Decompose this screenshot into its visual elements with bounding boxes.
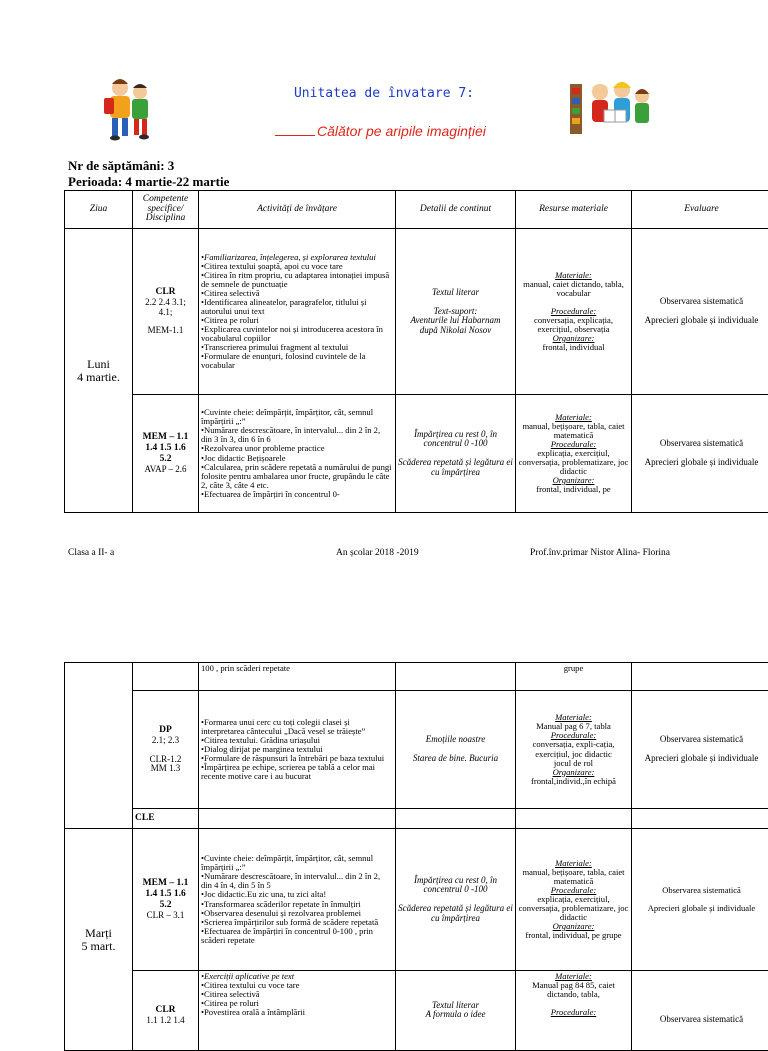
evaluation-cell: Observarea sistematică: [632, 971, 768, 1051]
evaluation-cell: Observarea sistematică Aprecieri globale și individuale: [632, 691, 768, 809]
activities-cell: [199, 229, 396, 395]
activity-item: • Joc didactic Bețișoarele: [201, 454, 393, 463]
evaluation-cell: Observarea sistematică Aprecieri globale și individuale: [632, 395, 768, 513]
competences-cell: MEM – 1.1 1.4 1.5 1.6 5.2 CLR – 3.1: [133, 829, 199, 971]
activities-cell: [199, 691, 396, 809]
content-cell: Textul literar Text-suport: Aventurile lui Habarnam după Nikolai Nosov: [396, 229, 516, 395]
materials-value: Manual pag 6 7, tabla: [518, 722, 629, 731]
footer-class: Clasa a II- a: [68, 548, 114, 558]
resources-cell: [516, 809, 632, 829]
competences-cell: [133, 663, 199, 691]
header-content: Detalii de continut: [396, 191, 516, 229]
evaluation-cell: [632, 809, 768, 829]
organization-value: frontal, individual, pe grupe: [518, 931, 629, 940]
activity-item: • Efectuarea de împărțiri în concentrul 0-100 , prin scăderi repetate: [201, 927, 393, 945]
plan-table-page-2: [64, 662, 768, 1051]
day-cell: [65, 663, 133, 829]
activity-item: • Numărare descrescătoare, în intervalul... din 2 în 2, din 3 în 3, din 6 în 6: [201, 426, 393, 444]
activity-item: • Numărare descrescătoare, în intervalul... din 2 în 2, din 4 în 4, din 5 în 5: [201, 872, 393, 890]
procedures-label: Procedurale:: [518, 440, 629, 449]
activity-item: • Formarea unui cerc cu toți colegii clasei și interpretarea cântecului „Dacă vesel se trăiește”: [201, 718, 393, 736]
activity-item: • Dialog dirijat pe marginea textului: [201, 745, 393, 754]
activity-item: • Citirea textului. Grădina uriașului: [201, 736, 393, 745]
activity-item: • Cuvinte cheie: deîmpărțit, împărțitor, cât, semnul împărțirii „:”: [201, 854, 393, 872]
activities-cell: [199, 971, 396, 1051]
materials-label: Materiale:: [518, 413, 629, 422]
header-activities: Activități de învățare: [199, 191, 396, 229]
activities-cell: [199, 395, 396, 513]
procedures-value: conversația, expli-cația, exercițiul, joc didactic jocul de rol: [518, 740, 629, 767]
unit-subtitle: Călător pe aripile imaginției: [275, 123, 486, 139]
procedures-value: explicația, exercițiul, conversația, problematizare, joc didactic: [518, 895, 629, 922]
table-row: [65, 829, 768, 971]
activity-item: • Transcrierea primului fragment al textului: [201, 343, 393, 352]
organization-value: frontal,individ.,în echipă: [518, 777, 629, 786]
weeks-count: Nr de săptămâni: 3: [68, 158, 174, 174]
day-cell: Luni 4 martie.: [65, 229, 133, 513]
procedures-label: Procedurale:: [518, 1008, 629, 1017]
procedures-label: Procedurale:: [518, 886, 629, 895]
materials-label: Materiale:: [518, 972, 629, 981]
activity-item: • Joc didactic.Eu zic una, tu zici alta!: [201, 890, 393, 899]
activity-item: • Citirea selectivă: [201, 289, 393, 298]
activity-item: • Explicarea cuvintelor noi și introducerea acestora în vocabularul copiilor: [201, 325, 393, 343]
activity-item: • Citirea textului șoaptă, apoi cu voce tare: [201, 262, 393, 271]
header-evaluation: Evaluare: [632, 191, 768, 229]
unit-title: Unitatea de învatare 7:: [0, 86, 768, 101]
resources-cell: [516, 229, 632, 395]
materials-value: manual, bețișoare, tabla, caiet matematică: [518, 868, 629, 886]
activity-item: • Exerciții aplicative pe text: [201, 972, 393, 981]
evaluation-cell: Observarea sistematică Aprecieri globale și individuale: [632, 829, 768, 971]
activity-item: • Transformarea scăderilor repetate în înmulțiri: [201, 900, 393, 909]
evaluation-cell: [632, 663, 768, 691]
activity-item: • Calcularea, prin scădere repetată a numărului de pungi folosite pentru ambalarea unor fructe, grupându le câte 2, câte 3, câte 4 etc.: [201, 463, 393, 490]
table-row: [65, 691, 768, 809]
resources-cell: [516, 395, 632, 513]
materials-label: Materiale:: [518, 859, 629, 868]
competences-cell: MEM – 1.1 1.4 1.5 1.6 5.2 AVAP – 2.6: [133, 395, 199, 513]
materials-value: Manual pag 84 85, caiet dictando, tabla,: [518, 981, 629, 999]
evaluation-cell: Observarea sistematică Aprecieri globale și individuale: [632, 229, 768, 395]
plan-table-page-1: [64, 190, 768, 513]
activity-item: • Citirea în ritm propriu, cu adaptarea intonației impusă de semnele de punctuație: [201, 271, 393, 289]
activity-item: • Cuvinte cheie: deîmpărțit, împărțitor, cât, semnul împărțirii „:”: [201, 408, 393, 426]
table-row: [65, 229, 768, 395]
table-row: [65, 971, 768, 1051]
materials-label: Materiale:: [518, 271, 629, 280]
activity-item: • Citirea selectivă: [201, 990, 393, 999]
competences-cell: DP 2.1; 2.3 CLR-1.2 MM 1.3: [133, 691, 199, 809]
procedures-value: conversația, explicația, exercițiul, observația: [518, 316, 629, 334]
competences-cell: CLR 2.2 2.4 3.1; 4.1; MEM-1.1: [133, 229, 199, 395]
table-row-continuation: [65, 663, 768, 691]
content-cell: Împărțirea cu rest 0, în concentrul 0 -100 Scăderea repetată și legătura ei cu împărțirea: [396, 829, 516, 971]
activity-item: • Rezolvarea unor probleme practice: [201, 444, 393, 453]
activities-cell: 100 , prin scăderi repetate: [199, 663, 396, 691]
materials-label: Materiale:: [518, 713, 629, 722]
content-cell: Împărțirea cu rest 0, în concentrul 0 -100 Scăderea repetată și legătura ei cu împărțirea: [396, 395, 516, 513]
resources-cell: [516, 971, 632, 1051]
organization-label: Organizare:: [518, 476, 629, 485]
footer-teacher: Prof.înv.primar Nistor Alina- Florina: [530, 548, 670, 558]
procedures-value: explicația, exercițiul, conversația, problematizare, joc didactic: [518, 449, 629, 476]
activity-item: • Împărțirea pe echipe, scrierea pe tablă a celor mai recente motive care i au bucurat: [201, 763, 393, 781]
footer-school-year: An școlar 2018 -2019: [336, 548, 419, 558]
activity-item: • Observarea desenului și rezolvarea problemei: [201, 909, 393, 918]
table-row: [65, 395, 768, 513]
activity-item: • Identificarea alineatelor, paragrafelor, titlului și autorului unui text: [201, 298, 393, 316]
organization-label: Organizare:: [518, 334, 629, 343]
activities-cell: [199, 829, 396, 971]
activity-item: • Formulare de răspunsuri la întrebări pe baza textului: [201, 754, 393, 763]
activity-item: • Scrierea împărțirilor sub formă de scădere repetată: [201, 918, 393, 927]
resources-cell: grupe: [516, 663, 632, 691]
resources-cell: [516, 829, 632, 971]
procedures-label: Procedurale:: [518, 307, 629, 316]
resources-cell: [516, 691, 632, 809]
activity-item: • Citirea pe roluri: [201, 999, 393, 1008]
period: Perioada: 4 martie-22 martie: [68, 174, 229, 190]
organization-value: frontal, individual, pe: [518, 485, 629, 494]
activity-item: • Familiarizarea, înțelegerea, și explorarea textului: [201, 253, 393, 262]
materials-value: manual, bețișoare, tabla, caiet matematică: [518, 422, 629, 440]
competences-cell: CLE: [133, 809, 199, 829]
header-day: Ziua: [65, 191, 133, 229]
table-header-row: [65, 191, 768, 229]
header-resources: Resurse materiale: [516, 191, 632, 229]
activities-cell: [199, 809, 396, 829]
children-clipart-left: [100, 72, 158, 144]
content-cell: Emoțiile noastre Starea de bine. Bucuria: [396, 691, 516, 809]
content-cell: [396, 663, 516, 691]
procedures-label: Procedurale:: [518, 731, 629, 740]
materials-value: manual, caiet dictando, tabla, vocabular: [518, 280, 629, 298]
activity-item: • Citirea textului cu voce tare: [201, 981, 393, 990]
activity-item: • Citirea pe roluri: [201, 316, 393, 325]
content-cell: Textul literar A formula o idee: [396, 971, 516, 1051]
content-cell: [396, 809, 516, 829]
activity-item: • Formulare de enunțuri, folosind cuvintele de la vocabular: [201, 352, 393, 370]
children-reading-clipart-right: [570, 74, 656, 140]
organization-label: Organizare:: [518, 922, 629, 931]
organization-label: Organizare:: [518, 768, 629, 777]
activity-item: • Povestirea orală a întâmplării: [201, 1008, 393, 1017]
day-cell: Marți 5 mart.: [65, 829, 133, 1051]
header-competences: Competente specifice/ Disciplina: [133, 191, 199, 229]
activity-item: • Efectuarea de împărțiri în concentrul 0-: [201, 490, 393, 499]
organization-value: frontal, individual: [518, 343, 629, 352]
competences-cell: CLR 1.1 1.2 1.4: [133, 971, 199, 1051]
table-row: [65, 809, 768, 829]
